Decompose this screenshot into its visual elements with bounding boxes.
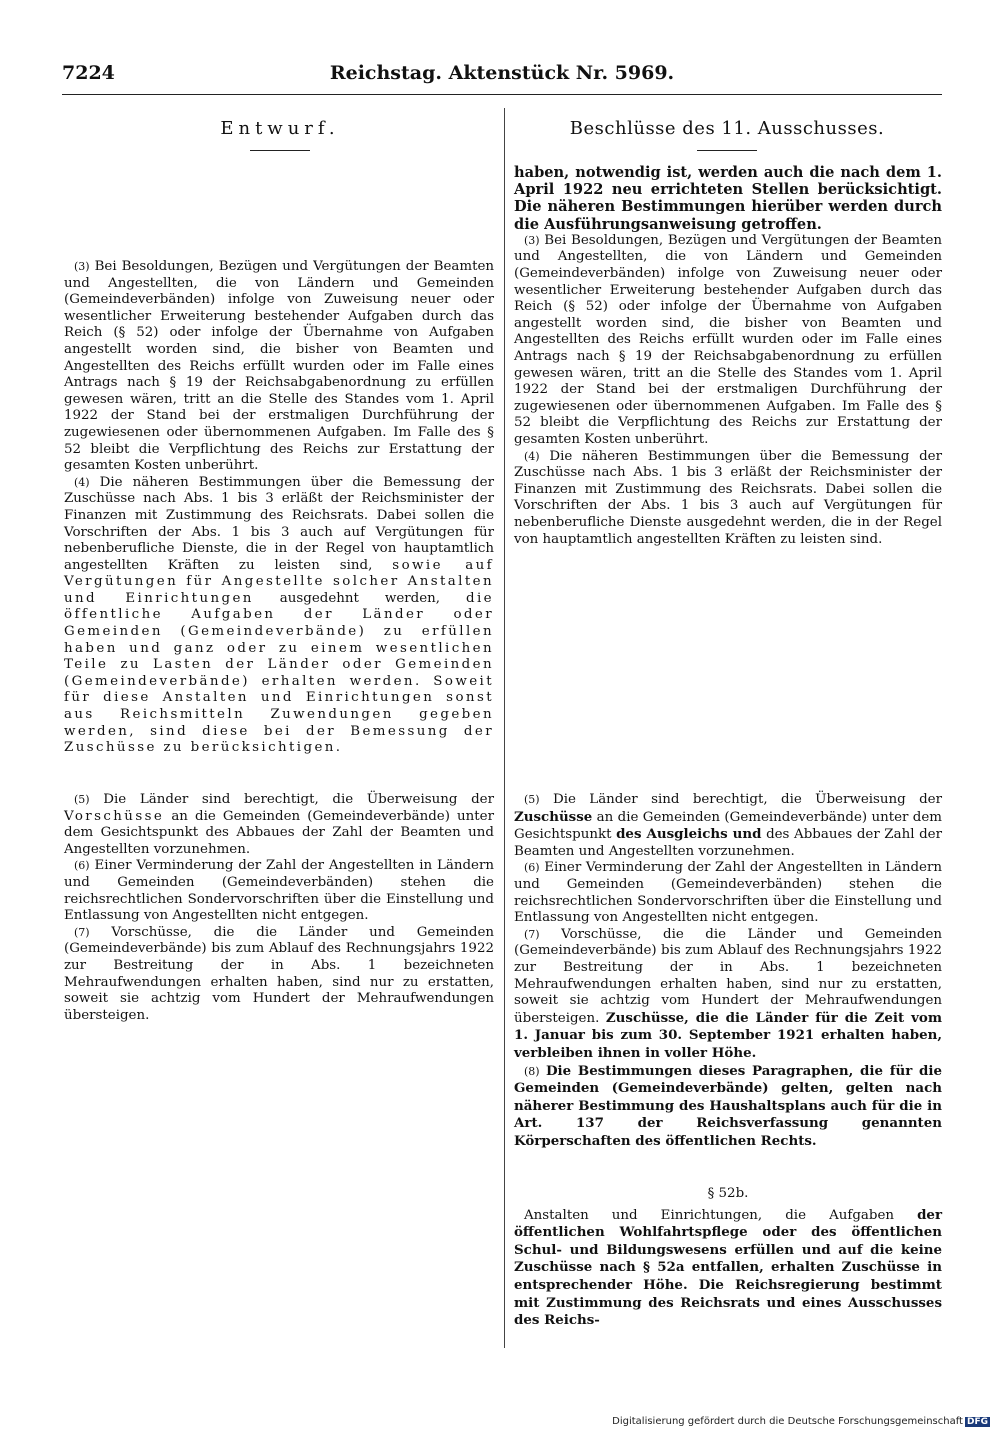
right-paragraph-5: (5) Die Länder sind berechtigt, die Überweisung der Zuschüsse an die Gemeinden (Gemeindeverbände) unter dem Gesichtspunkt des Ausgleichs und des Abbaues der Zahl der Beamten und Angestellten vorzunehmen.: [514, 792, 942, 859]
emphasis-spaced: die öffentliche Aufgaben der Länder oder Gemeinden (Gemeindeverbände) zu erfüllen haben und ganz oder zu einem wesentlichen Teile zu Lasten der Länder oder Gemeinden (Gemeindeverbände) erhalten werden. Soweit für diese Anstalten und Einrichtungen sonst aus Reichsmitteln Zuwendungen gegeben werden, sind diese bei der Bemessung der Zuschüsse zu berücksichtigen.: [64, 590, 494, 756]
header-rule: [62, 94, 942, 95]
paragraph-number: (6): [74, 859, 90, 873]
right-block-section-52b: [514, 1186, 942, 1330]
footer-credit: [612, 1416, 990, 1427]
left-paragraph-7: (7) Vorschüsse, die die Länder und Gemeinden (Gemeindeverbände) bis zum Ablauf des Rechnungsjahrs 1922 zur Bestreitung der in Abs. 1 bezeichneten Mehraufwendungen erhalten haben, sind nur zu erstatten, soweit sie achtzig vom Hundert der Mehraufwendungen übersteigen.: [64, 924, 494, 1023]
paragraph-number: (3): [74, 260, 90, 273]
right-paragraph-4: (4) Die näheren Bestimmungen über die Bemessung der Zuschüsse nach Abs. 1 bis 3 erläßt der Reichsminister der Finanzen mit Zustimmung des Reichsrats. Dabei sollen die Vorschriften der Abs. 1 bis 3 auch auf Vergütungen für nebenberufliche Dienste ausgedehnt werden, die in der Regel von hauptamtlich angestellten Kräften zu leisten sind.: [514, 448, 942, 547]
left-title-rule: [250, 150, 310, 151]
paragraph-number: (6): [524, 861, 540, 875]
column-divider: [504, 108, 505, 1348]
left-block-3-4: [64, 259, 494, 757]
paragraph-number: (5): [524, 793, 540, 806]
left-column-title: Entwurf.: [220, 118, 340, 139]
right-continuation: haben, notwendig ist, werden auch die nach dem 1. April 1922 neu errichteten Stellen berücksichtigt. Die näheren Bestimmungen hierüber werden durch die Ausführungsanweisung getroffen.: [514, 164, 942, 233]
emphasis-spaced: Vorschüsse: [64, 808, 165, 824]
emphasis-spaced: sowie auf Vergütungen für Angestellte solcher Anstalten und Einrichtungen: [64, 557, 494, 606]
right-paragraph-3: (3) Bei Besoldungen, Bezügen und Vergütungen der Beamten und Angestellten, die von Ländern und Gemeinden (Gemeindeverbänden) infolge von Zuweisung neuer oder wesentlicher Erweiterung bestehender Aufgaben durch das Reich (§ 52) oder infolge der Übernahme von Aufgaben angestellt worden sind, die bisher von Beamten und Angestellten des Reichs erfüllt wurden oder im Falle eines Antrags nach § 19 der Reichsabgabenordnung zu erfüllen gewesen wären, tritt an die Stelle des Standes vom 1. April 1922 der Stand bei der erstmaligen Durchführung der zugewiesenen oder übernommenen Aufgaben. Im Falle des § 52 bleibt die Verpflichtung des Reichs zur Erstattung der gesamten Kosten unberührt.: [514, 232, 942, 447]
left-paragraph-3: (3) Bei Besoldungen, Bezügen und Vergütungen der Beamten und Angestellten, die von Ländern und Gemeinden (Gemeindeverbänden) infolge von Zuweisung neuer oder wesentlicher Erweiterung bestehender Aufgaben durch das Reich (§ 52) oder infolge der Übernahme von Aufgaben angestellt worden sind, die bisher von Beamten und Angestellten des Reichs erfüllt wurden oder im Falle eines Antrags nach § 19 der Reichsabgabenordnung zu erfüllen gewesen wären, tritt an die Stelle des Standes vom 1. April 1922 der Stand bei der erstmaligen Durchführung der zugewiesenen oder übernommenen Aufgaben. Im Falle des § 52 bleibt die Verpflichtung des Reichs zur Erstattung der gesamten Kosten unberührt.: [64, 259, 494, 474]
running-title: Reichstag. Aktenstück Nr. 5969.: [329, 62, 675, 84]
paragraph-number: (7): [524, 927, 540, 941]
right-paragraph-8: (8) Die Bestimmungen dieses Paragraphen, die für die Gemeinden (Gemeindeverbände) gelten, gelten nach näherer Bestimmung des Haushaltsplans auch für die in Art. 137 der Reichsverfassung genannten Körperschaften des öffentlichen Rechts.: [514, 1062, 942, 1149]
section-52b-paragraph: Anstalten und Einrichtungen, die Aufgaben der öffentlichen Wohlfahrtspflege oder des öffentlichen Schul- und Bildungswesens erfüllen und auf die keine Zuschüsse nach § 52a entfallen, erhalten Zuschüsse in entsprechender Höhe. Die Reichsregierung bestimmt mit Zustimmung des Reichsrats und eines Ausschusses des Reichs-: [514, 1206, 942, 1329]
left-paragraph-5: (5) Die Länder sind berechtigt, die Überweisung der Vorschüsse an die Gemeinden (Gemeindeverbände) unter dem Gesichtspunkt des Abbaues der Zahl der Beamten und Angestellten vorzunehmen.: [64, 792, 494, 857]
paragraph-number: (4): [74, 475, 90, 489]
dfg-logo: DFG: [966, 1417, 988, 1427]
page-header: [62, 62, 942, 92]
footer-text: Digitalisierung gefördert durch die Deutsche Forschungsgemeinschaft: [612, 1416, 963, 1427]
emphasis-bold: Zuschüsse: [514, 808, 593, 825]
right-paragraph-6: (6) Einer Verminderung der Zahl der Angestellten in Ländern und Gemeinden (Gemeindeverbänden) stehen die reichsrechtlichen Sondervorschriften über die Einstellung und Entlassung von Angestellten nicht entgegen.: [514, 860, 942, 926]
left-paragraph-4: (4) Die näheren Bestimmungen über die Bemessung der Zuschüsse nach Abs. 1 bis 3 erläßt der Reichsminister der Finanzen mit Zustimmung des Reichsrats. Dabei sollen die Vorschriften der Abs. 1 bis 3 auch auf Vergütungen für nebenberufliche Dienste, die in der Regel von hauptamtlich angestellten Kräften zu leisten sind, sowie auf Vergütungen für Angestellte solcher Anstalten und Einrichtungen ausgedehnt werden, die öffentliche Aufgaben der Länder oder Gemeinden (Gemeindeverbände) zu erfüllen haben und ganz oder zu einem wesentlichen Teile zu Lasten der Länder oder Gemeinden (Gemeindeverbände) erhalten werden. Soweit für diese Anstalten und Einrichtungen sonst aus Reichsmitteln Zuwendungen gegeben werden, sind diese bei der Bemessung der Zuschüsse zu berücksichtigen.: [64, 474, 494, 756]
left-block-5-7: [64, 792, 494, 1024]
page-number: 7224: [62, 62, 115, 84]
section-heading: § 52b.: [707, 1186, 749, 1201]
paragraph-number: (5): [74, 793, 90, 806]
emphasis-bold: des Ausgleichs und: [616, 826, 762, 843]
right-block-continuation-3-4: [514, 164, 942, 548]
right-title-rule: [697, 150, 757, 151]
emphasis-bold: der öffentlichen Wohlfahrtspflege oder des öffentlichen Schul- und Bildungswesens erfüllen und auf die keine Zuschüsse nach § 52a entfallen, erhalten Zuschüsse in entsprechender Höhe. Die Reichsregierung bestimmt mit Zustimmung des Reichsrats und eines Ausschusses des Reichs-: [514, 1206, 942, 1329]
paragraph-number: (7): [74, 925, 90, 939]
emphasis-bold: Zuschüsse, die die Länder für die Zeit vom 1. Januar bis zum 30. September 1921 erhalten haben, verbleiben ihnen in voller Höhe.: [514, 1009, 942, 1061]
left-paragraph-6: (6) Einer Verminderung der Zahl der Angestellten in Ländern und Gemeinden (Gemeindeverbänden) stehen die reichsrechtlichen Sondervorschriften über die Einstellung und Entlassung von Angestellten nicht entgegen.: [64, 858, 494, 924]
paragraph-number: (8): [524, 1064, 540, 1078]
paragraph-number: (3): [524, 233, 540, 247]
right-block-5-8: [514, 792, 942, 1150]
paragraph-number: (4): [524, 449, 540, 463]
right-paragraph-7: (7) Vorschüsse, die die Länder und Gemeinden (Gemeindeverbände) bis zum Ablauf des Rechnungsjahrs 1922 zur Bestreitung der in Abs. 1 bezeichneten Mehraufwendungen erhalten haben, sind nur zu erstatten, soweit sie achtzig vom Hundert der Mehraufwendungen übersteigen. Zuschüsse, die die Länder für die Zeit vom 1. Januar bis zum 30. September 1921 erhalten haben, verbleiben ihnen in voller Höhe.: [514, 926, 942, 1061]
right-column-title: Beschlüsse des 11. Ausschusses.: [569, 118, 885, 139]
